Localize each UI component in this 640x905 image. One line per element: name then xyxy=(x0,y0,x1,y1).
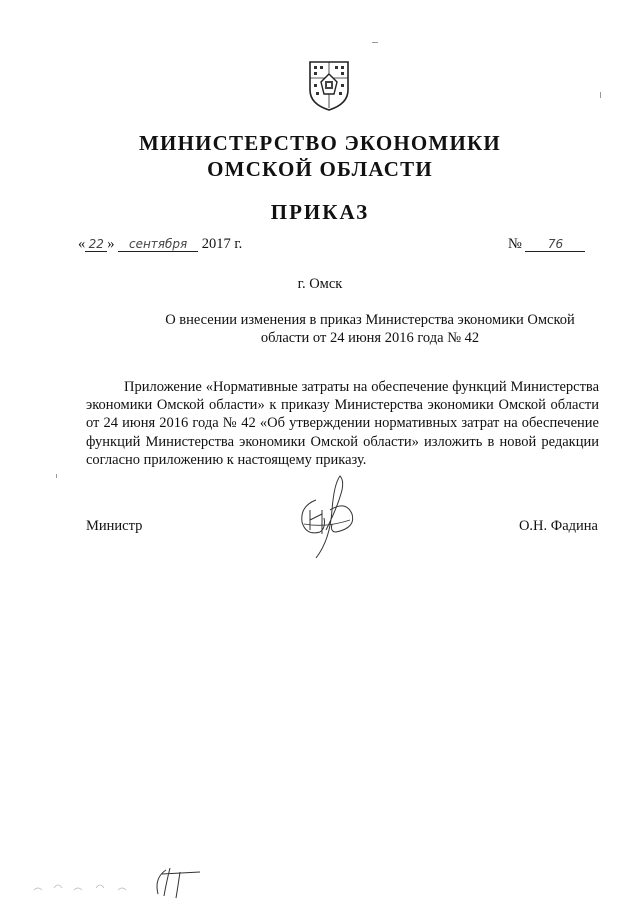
order-subject xyxy=(140,311,600,347)
subject-line-1: О внесении изменения в приказ Министерства экономики Омской xyxy=(165,312,575,328)
scan-speck xyxy=(372,42,378,43)
order-number-value: 76 xyxy=(525,237,585,252)
handwritten-initials xyxy=(30,860,230,900)
order-number xyxy=(508,236,585,253)
scan-speck xyxy=(56,474,57,478)
city: г. Омск xyxy=(297,276,343,292)
coat-of-arms-icon xyxy=(308,60,350,112)
order-date xyxy=(78,236,242,253)
order-number-label: № xyxy=(508,236,522,252)
signatory-role: Министр xyxy=(86,518,143,534)
handwritten-signature xyxy=(286,470,366,562)
signatory-name: О.Н. Фадина xyxy=(518,518,598,534)
date-month: сентября xyxy=(118,237,198,252)
subject-line-2: области от 24 июня 2016 года № 42 xyxy=(260,330,480,346)
scan-speck xyxy=(600,92,601,98)
date-day: 22 xyxy=(85,237,107,252)
ministry-line-1: МИНИСТЕРСТВО ЭКОНОМИКИ xyxy=(139,131,501,155)
order-body: Приложение «Нормативные затраты на обеспечение функций Министерства экономики Омской области» к приказу Министерства экономики Омской области от 24 июня 2016 года № 42 «Об утверждении нормативных затрат на обеспечение функций Министерства экономики Омской области» изложить в новой редакции согласно приложению к настоящему приказу. xyxy=(86,379,599,468)
order-title: ПРИКАЗ xyxy=(270,200,370,224)
ministry-header xyxy=(0,130,640,182)
date-open-quote: « xyxy=(78,236,86,252)
date-close-quote: » xyxy=(107,236,115,252)
date-year: 2017 г. xyxy=(201,236,243,252)
ministry-line-2: ОМСКОЙ ОБЛАСТИ xyxy=(207,157,433,181)
